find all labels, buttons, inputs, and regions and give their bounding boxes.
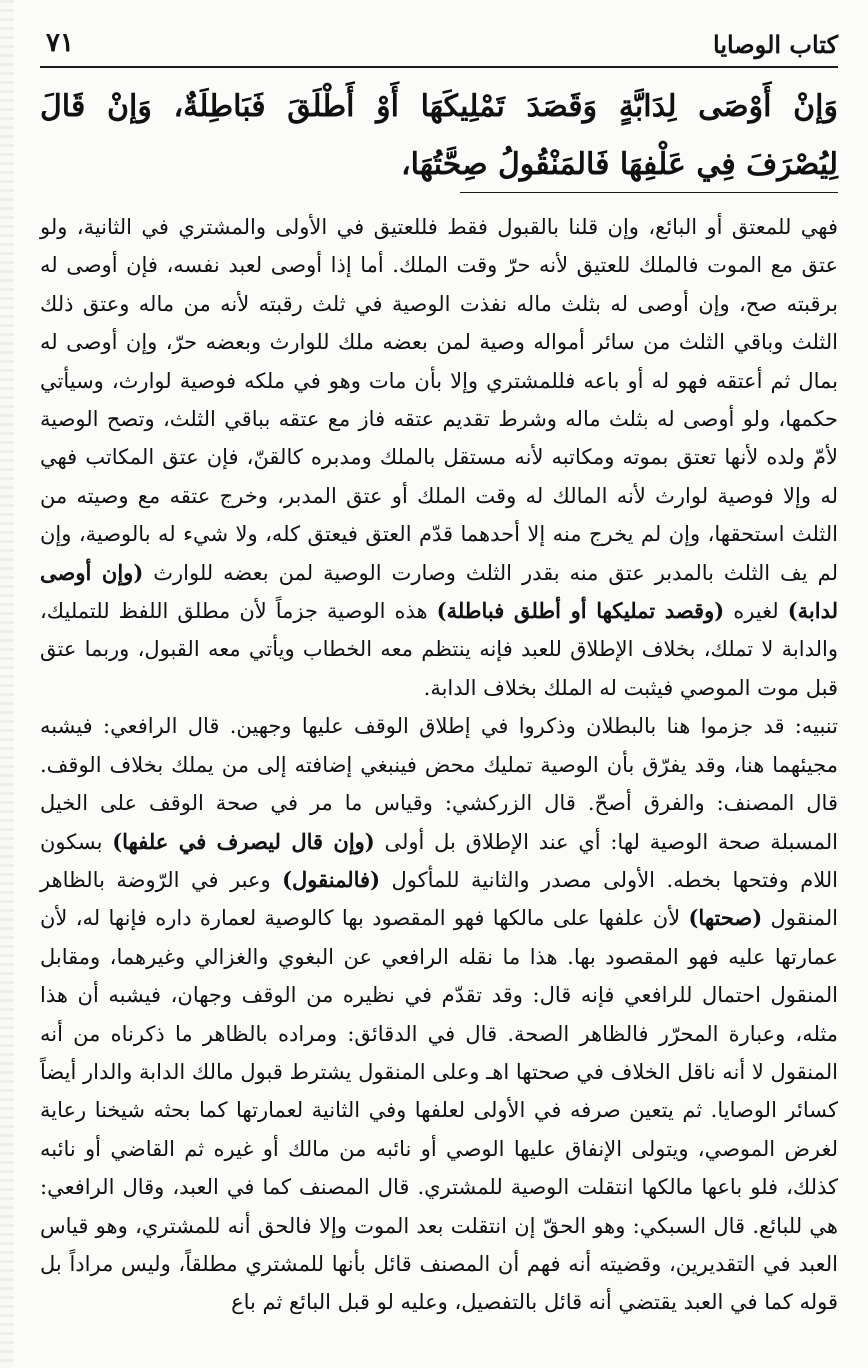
scan-edge: [0, 0, 14, 1368]
commentary-text: بسكون اللام وفتحها بخطه. الأولى مصدر والثانية للمأكول: [40, 829, 838, 892]
matn-text: وَإنْ أَوْصَى لِدَابَّةٍ وَقَصَدَ تَمْلِيكَهَا أَوْ أَطْلَقَ فَبَاطِلَةٌ، وَإنْ قَالَ لِيُصْرَفَ فِي عَلْفِهَا فَالمَنْقُولُ صِحَّتُهَا،: [40, 89, 838, 182]
running-title: كتاب الوصايا: [713, 30, 838, 59]
commentary-text: لغيره: [733, 599, 779, 624]
commentary-paragraph-1: [40, 208, 838, 707]
commentary-text: فهي للمعتق أو البائع، وإن قلنا بالقبول فقط فللعتيق في الأولى والمشتري في الثانية، ولو عتق مع الموت فالملك للعتيق لأنه حرّ وقت الملك. أما إذا أوصى لعبد نفسه، فإن أوصى له برقبته صح، وإن أوصى له بثلث ماله نفذت الوصية في ثلث رقبته لأنه من ماله وعتق ذلك الثلث وباقي الثلث من سائر أمواله وصية لمن بعضه ملك للوارث وبعضه حرّ، وإن أوصى له بمال ثم أعتقه فهو له أو باعه فللمشتري وإلا بأن مات وهو في ملكه فوصية لوارث، وسيأتي حكمها، ولو أوصى له بثلث ماله وشرط تقديم عتقه فاز مع عتقه بباقي الثلث، وتصح الوصية لأمّ ولده لأنها تعتق بموته ومكاتبه لأنه مستقل بالملك ومدبره كالقنّ، فإن عتق المكاتب فهي له وإلا فوصية لوارث لأنه المالك له وقت الملك أو عتق المدبر، وخرج عتقه مع وصيته من الثلث استحقها، وإن لم يخرج منه إلا أحدهما قدّم العتق فيعتق كله، ولا شيء له بالوصية، وإن لم يف الثلث بالمدبر عتق منه بقدر الثلث وصارت الوصية لمن بعضه للوارث: [40, 215, 838, 585]
page-header: [40, 26, 838, 68]
page-number: ٧١: [46, 28, 74, 58]
commentary-text: تنبيه: قد جزموا هنا بالبطلان وذكروا في إطلاق الوقف عليها وجهين. قال الرافعي: فيشبه مجيئهما هنا، وقد يفرّق بأن الوصية تمليك محض فينبغي إضافته إلى من يملك بخلاف الوقف. قال المصنف: والفرق أصحّ. قال الزركشي: وقياس ما مر في صحة الوقف على الخيل المسبلة صحة الوصية لها: أي عند الإطلاق بل أولى: [40, 714, 838, 854]
quoted-matn: (صحتها): [688, 905, 763, 931]
quoted-matn: (وإن أوصى لدابة): [40, 559, 839, 624]
quoted-matn: (فالمنقول): [282, 866, 381, 892]
commentary-text: وعبر في الرّوضة بالظاهر المنقول: [40, 867, 838, 931]
commentary-text: هذه الوصية جزماً لأن مطلق اللفظ للتمليك، والدابة لا تملك، بخلاف الإطلاق للعبد فإنه ينتظم معه الخطاب ويأتي معه القبول، وربما عتق قبل موت الموصي فيثبت له الملك بخلاف الدابة.: [40, 599, 838, 700]
matn-text-block: [40, 78, 838, 194]
commentary-text-block: [40, 208, 838, 1322]
commentary-text: لأن علفها على مالكها فهو المقصود بها كالوصية لعمارة داره فإنها له، لأن عمارتها عليه فهو المقصود بها. هذا ما نقله الرافعي عن البغوي والغزالي وغيرهما، ومقابل المنقول احتمال للرافعي فإنه قال: وقد تقدّم في نظيره من الوقف وجهان، فيشبه أن هذا مثله، وعبارة المحرّر فالظاهر الصحة. قال في الدقائق: ومراده بالظاهر ما ذكرناه من أنه المنقول لا أنه ناقل الخلاف في صحتها اهـ وعلى المنقول يشترط قبول مالك الدابة والدار أيضاً كسائر الوصايا. ثم يتعين صرفه في الأولى لعلفها وفي الثانية لعمارتها كما بحثه شيخنا رعاية لغرض الموصي، ويتولى الإنفاق عليها الوصي أو نائبه من مالك أو غيره ثم القاضي أو نائبه كذلك، فلو باعها مالكها انتقلت الوصية للمشتري. قال المصنف كما في العبد، وقال الرافعي: هي للبائع. قال السبكي: وهو الحقّ إن انتقلت بعد الموت وإلا فالحق أنه للمشتري، وهو قياس العبد في التقديرين، وقضيته أنه فهم أن المصنف قائل بأنها للمشتري مطلقاً، وليس مراداً بل قوله كما في العبد يقتضي أنه قائل بالتفصيل، وعليه لو قبل البائع ثم باع: [40, 906, 838, 1315]
matn-separator-rule: [460, 192, 838, 193]
quoted-matn: (وإن قال ليصرف في علفها): [112, 828, 375, 854]
commentary-paragraph-2: [40, 707, 838, 1322]
quoted-matn: (وقصد تمليكها أو أطلق فباطلة): [436, 598, 725, 624]
